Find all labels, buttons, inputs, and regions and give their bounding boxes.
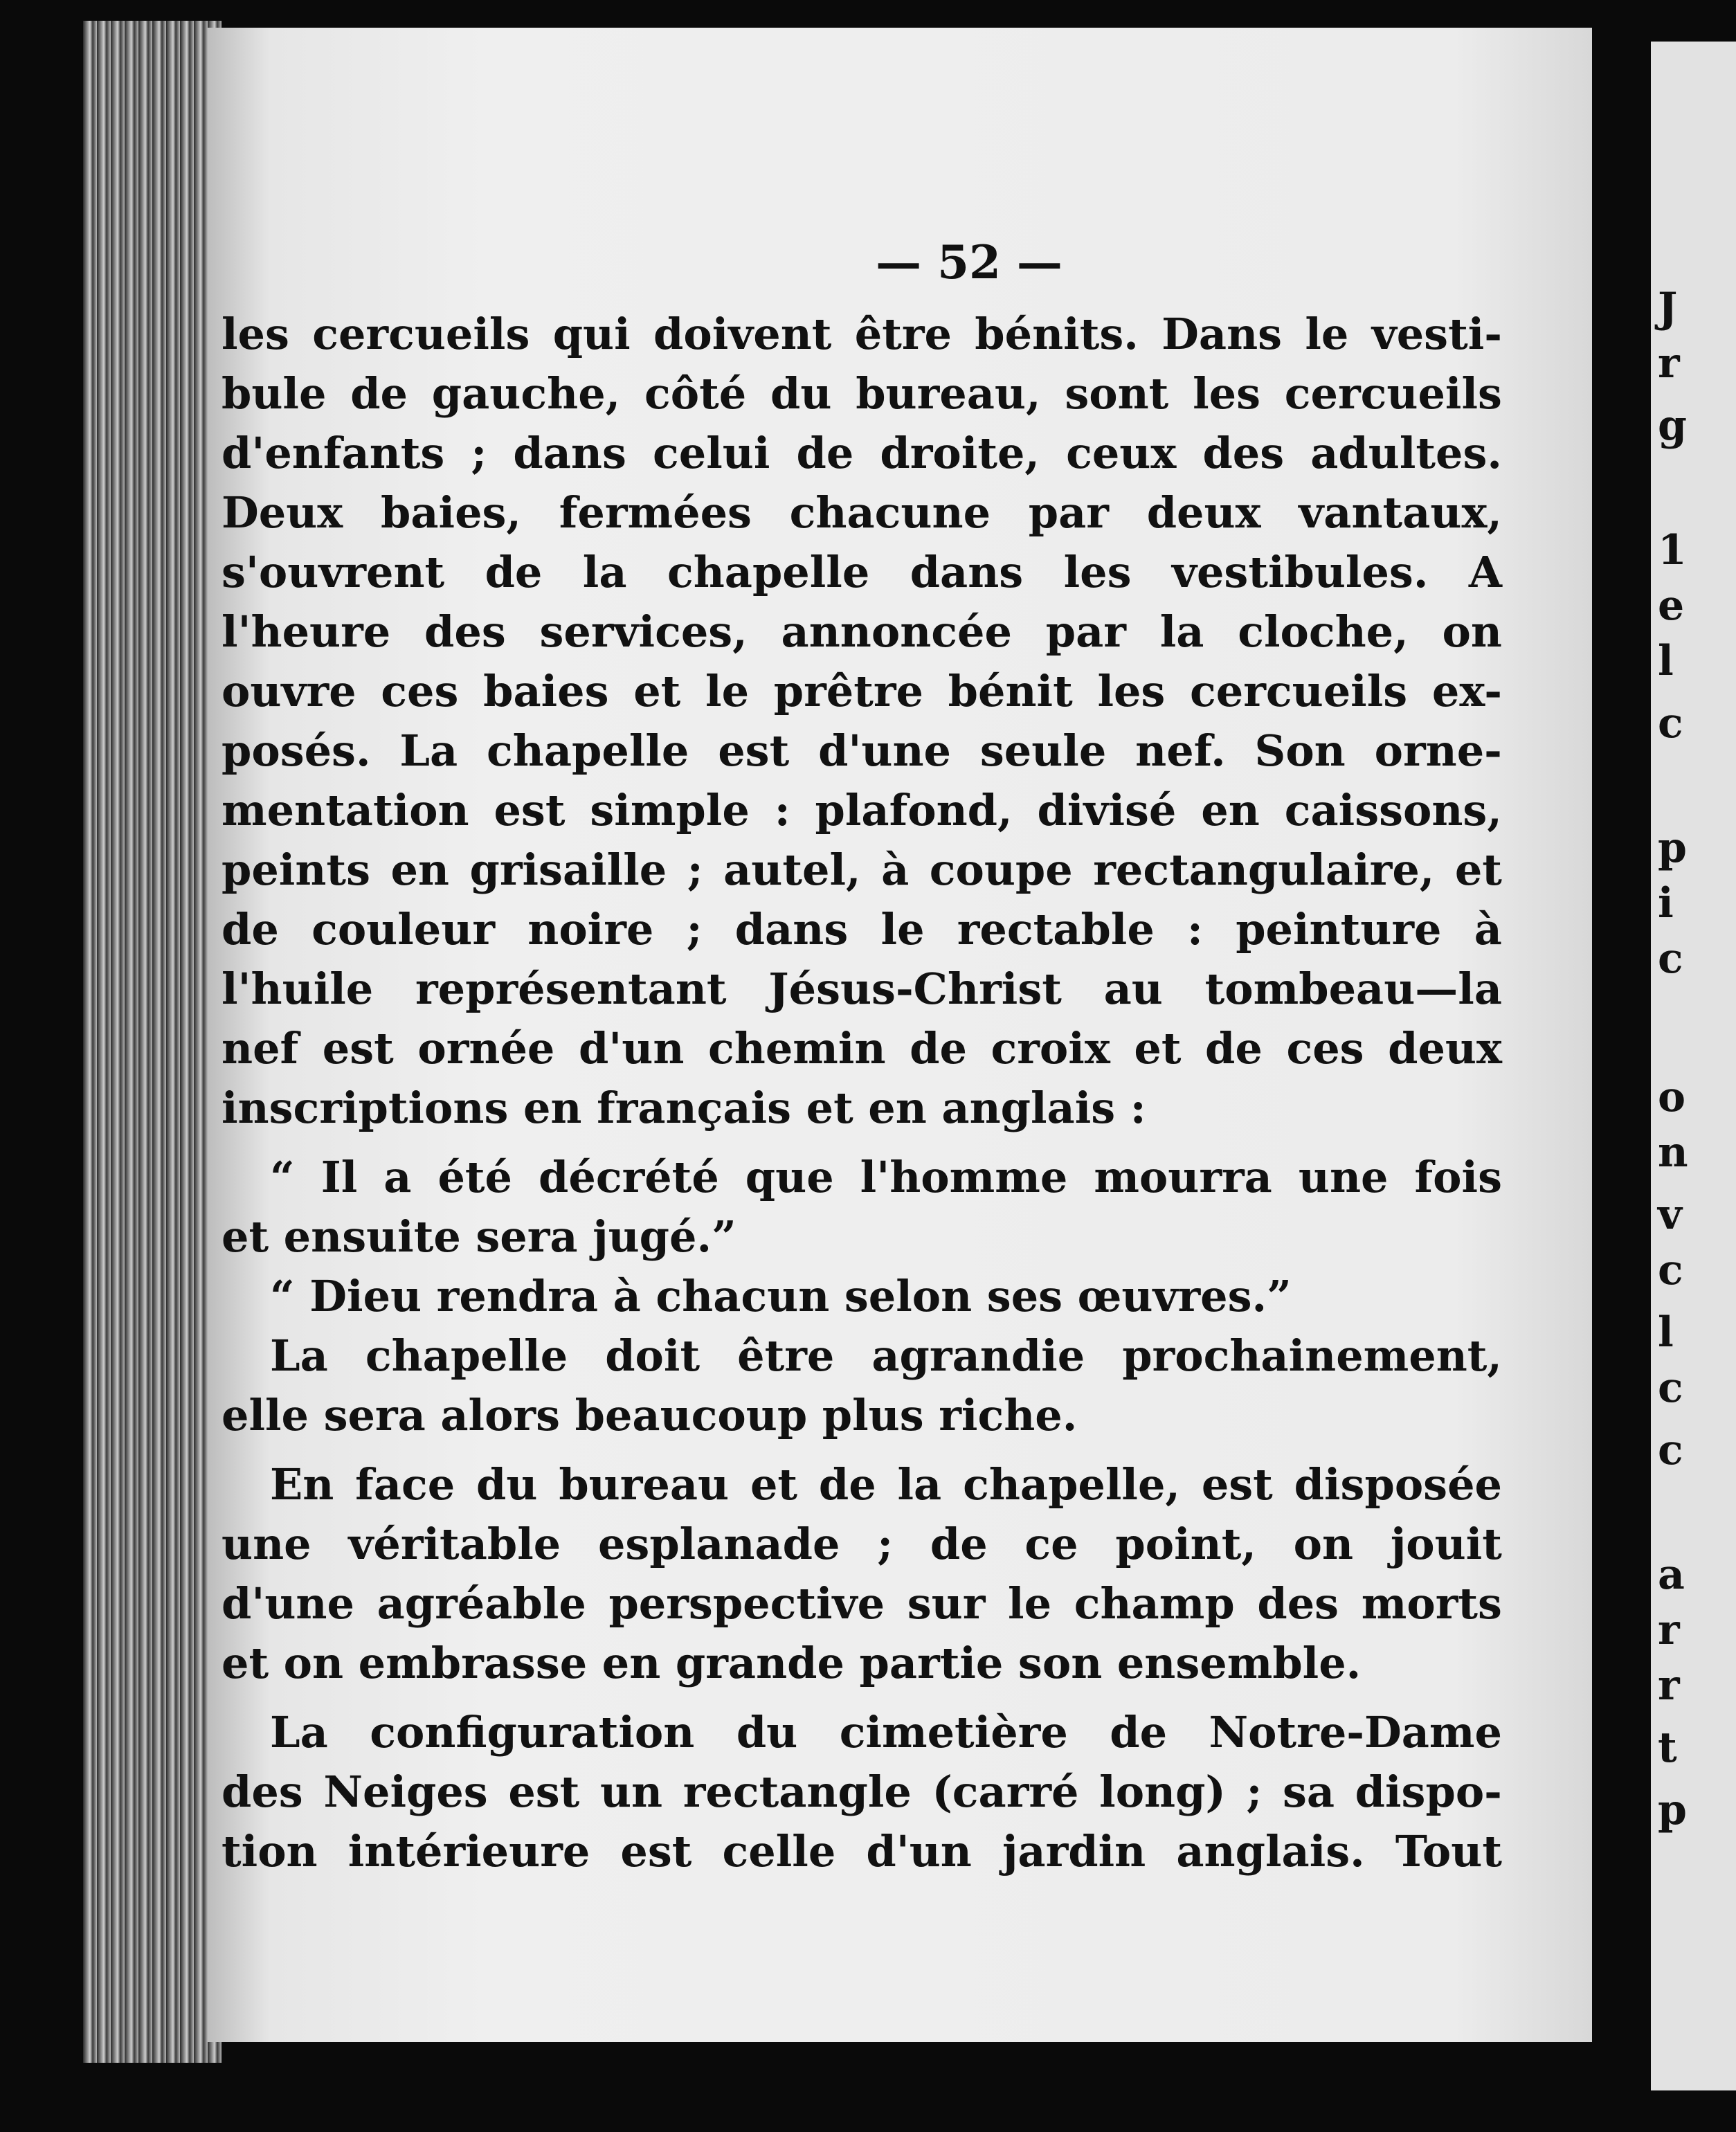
text-line: de couleur noire ; dans le rectable : peinture à <box>221 904 1502 955</box>
facing-page-letter: i <box>1658 879 1674 928</box>
facing-page-letter: o <box>1658 1073 1686 1121</box>
book-page-edges <box>83 21 221 2063</box>
facing-page-letter: c <box>1658 1364 1683 1412</box>
page-number: — 52 — <box>876 235 1063 289</box>
facing-page-letter: p <box>1658 1786 1687 1834</box>
text-line: l'huile représentant Jésus-Christ au tombeau—la <box>221 964 1502 1014</box>
text-line: “ Dieu rendra à chacun selon ses œuvres.” <box>270 1271 1292 1321</box>
facing-page-letter: c <box>1658 1426 1683 1474</box>
text-line: une véritable esplanade ; de ce point, on jouit <box>221 1519 1502 1569</box>
facing-page-letter: t <box>1658 1724 1677 1772</box>
text-line: La chapelle doit être agrandie prochainement, <box>270 1330 1502 1381</box>
text-line: elle sera alors beaucoup plus riche. <box>221 1390 1078 1440</box>
facing-page-letter: J <box>1658 284 1678 332</box>
text-line: d'une agréable perspective sur le champ des morts <box>221 1578 1502 1629</box>
text-line: “ Il a été décrété que l'homme mourra une fois <box>270 1152 1502 1202</box>
text-line: tion intérieure est celle d'un jardin anglais. Tout <box>221 1826 1502 1877</box>
text-line: des Neiges est un rectangle (carré long) ; sa dispo- <box>221 1767 1502 1817</box>
text-line: Deux baies, fermées chacune par deux vantaux, <box>221 487 1502 538</box>
facing-page-edge <box>1651 42 1736 2090</box>
text-line: La configuration du cimetière de Notre-Dame <box>270 1707 1502 1758</box>
facing-page-letter: n <box>1658 1128 1688 1177</box>
facing-page-letter: a <box>1658 1551 1685 1599</box>
text-line: mentation est simple : plafond, divisé en caissons, <box>221 785 1502 835</box>
text-line: s'ouvrent de la chapelle dans les vestibules. A <box>221 547 1502 597</box>
facing-page-letter: l <box>1658 637 1674 685</box>
facing-page-letter: r <box>1658 1606 1680 1654</box>
text-line: et ensuite sera jugé.” <box>221 1211 736 1262</box>
facing-page-letter: r <box>1658 1661 1680 1710</box>
facing-page-letter: e <box>1658 581 1685 630</box>
facing-page-letter: c <box>1658 699 1683 748</box>
facing-page-letter: r <box>1658 339 1680 388</box>
facing-page-letter: l <box>1658 1308 1674 1357</box>
text-line: et on embrasse en grande partie son ensemble. <box>221 1638 1362 1688</box>
text-line: l'heure des services, annoncée par la cloche, on <box>221 606 1502 657</box>
text-line: bule de gauche, côté du bureau, sont les cercueils <box>221 368 1502 419</box>
text-line: les cercueils qui doivent être bénits. Dans le vesti- <box>221 309 1502 359</box>
text-line: inscriptions en français et en anglais : <box>221 1083 1146 1133</box>
facing-page-letter: c <box>1658 934 1683 983</box>
facing-page-letter: c <box>1658 1246 1683 1294</box>
facing-page-letter: 1 <box>1658 526 1687 575</box>
body-text <box>221 305 1502 1881</box>
text-line: posés. La chapelle est d'une seule nef. Son orne- <box>221 725 1502 776</box>
text-line: d'enfants ; dans celui de droite, ceux des adultes. <box>221 428 1502 478</box>
text-line: ouvre ces baies et le prêtre bénit les cercueils ex- <box>221 666 1502 716</box>
text-line: En face du bureau et de la chapelle, est disposée <box>270 1459 1502 1510</box>
facing-page-letter: g <box>1658 401 1687 450</box>
text-line: peints en grisaille ; autel, à coupe rectangulaire, et <box>221 844 1502 895</box>
facing-page-letter: v <box>1658 1191 1682 1239</box>
facing-page-letter: p <box>1658 824 1687 872</box>
text-line: nef est ornée d'un chemin de croix et de ces deux <box>221 1023 1502 1074</box>
